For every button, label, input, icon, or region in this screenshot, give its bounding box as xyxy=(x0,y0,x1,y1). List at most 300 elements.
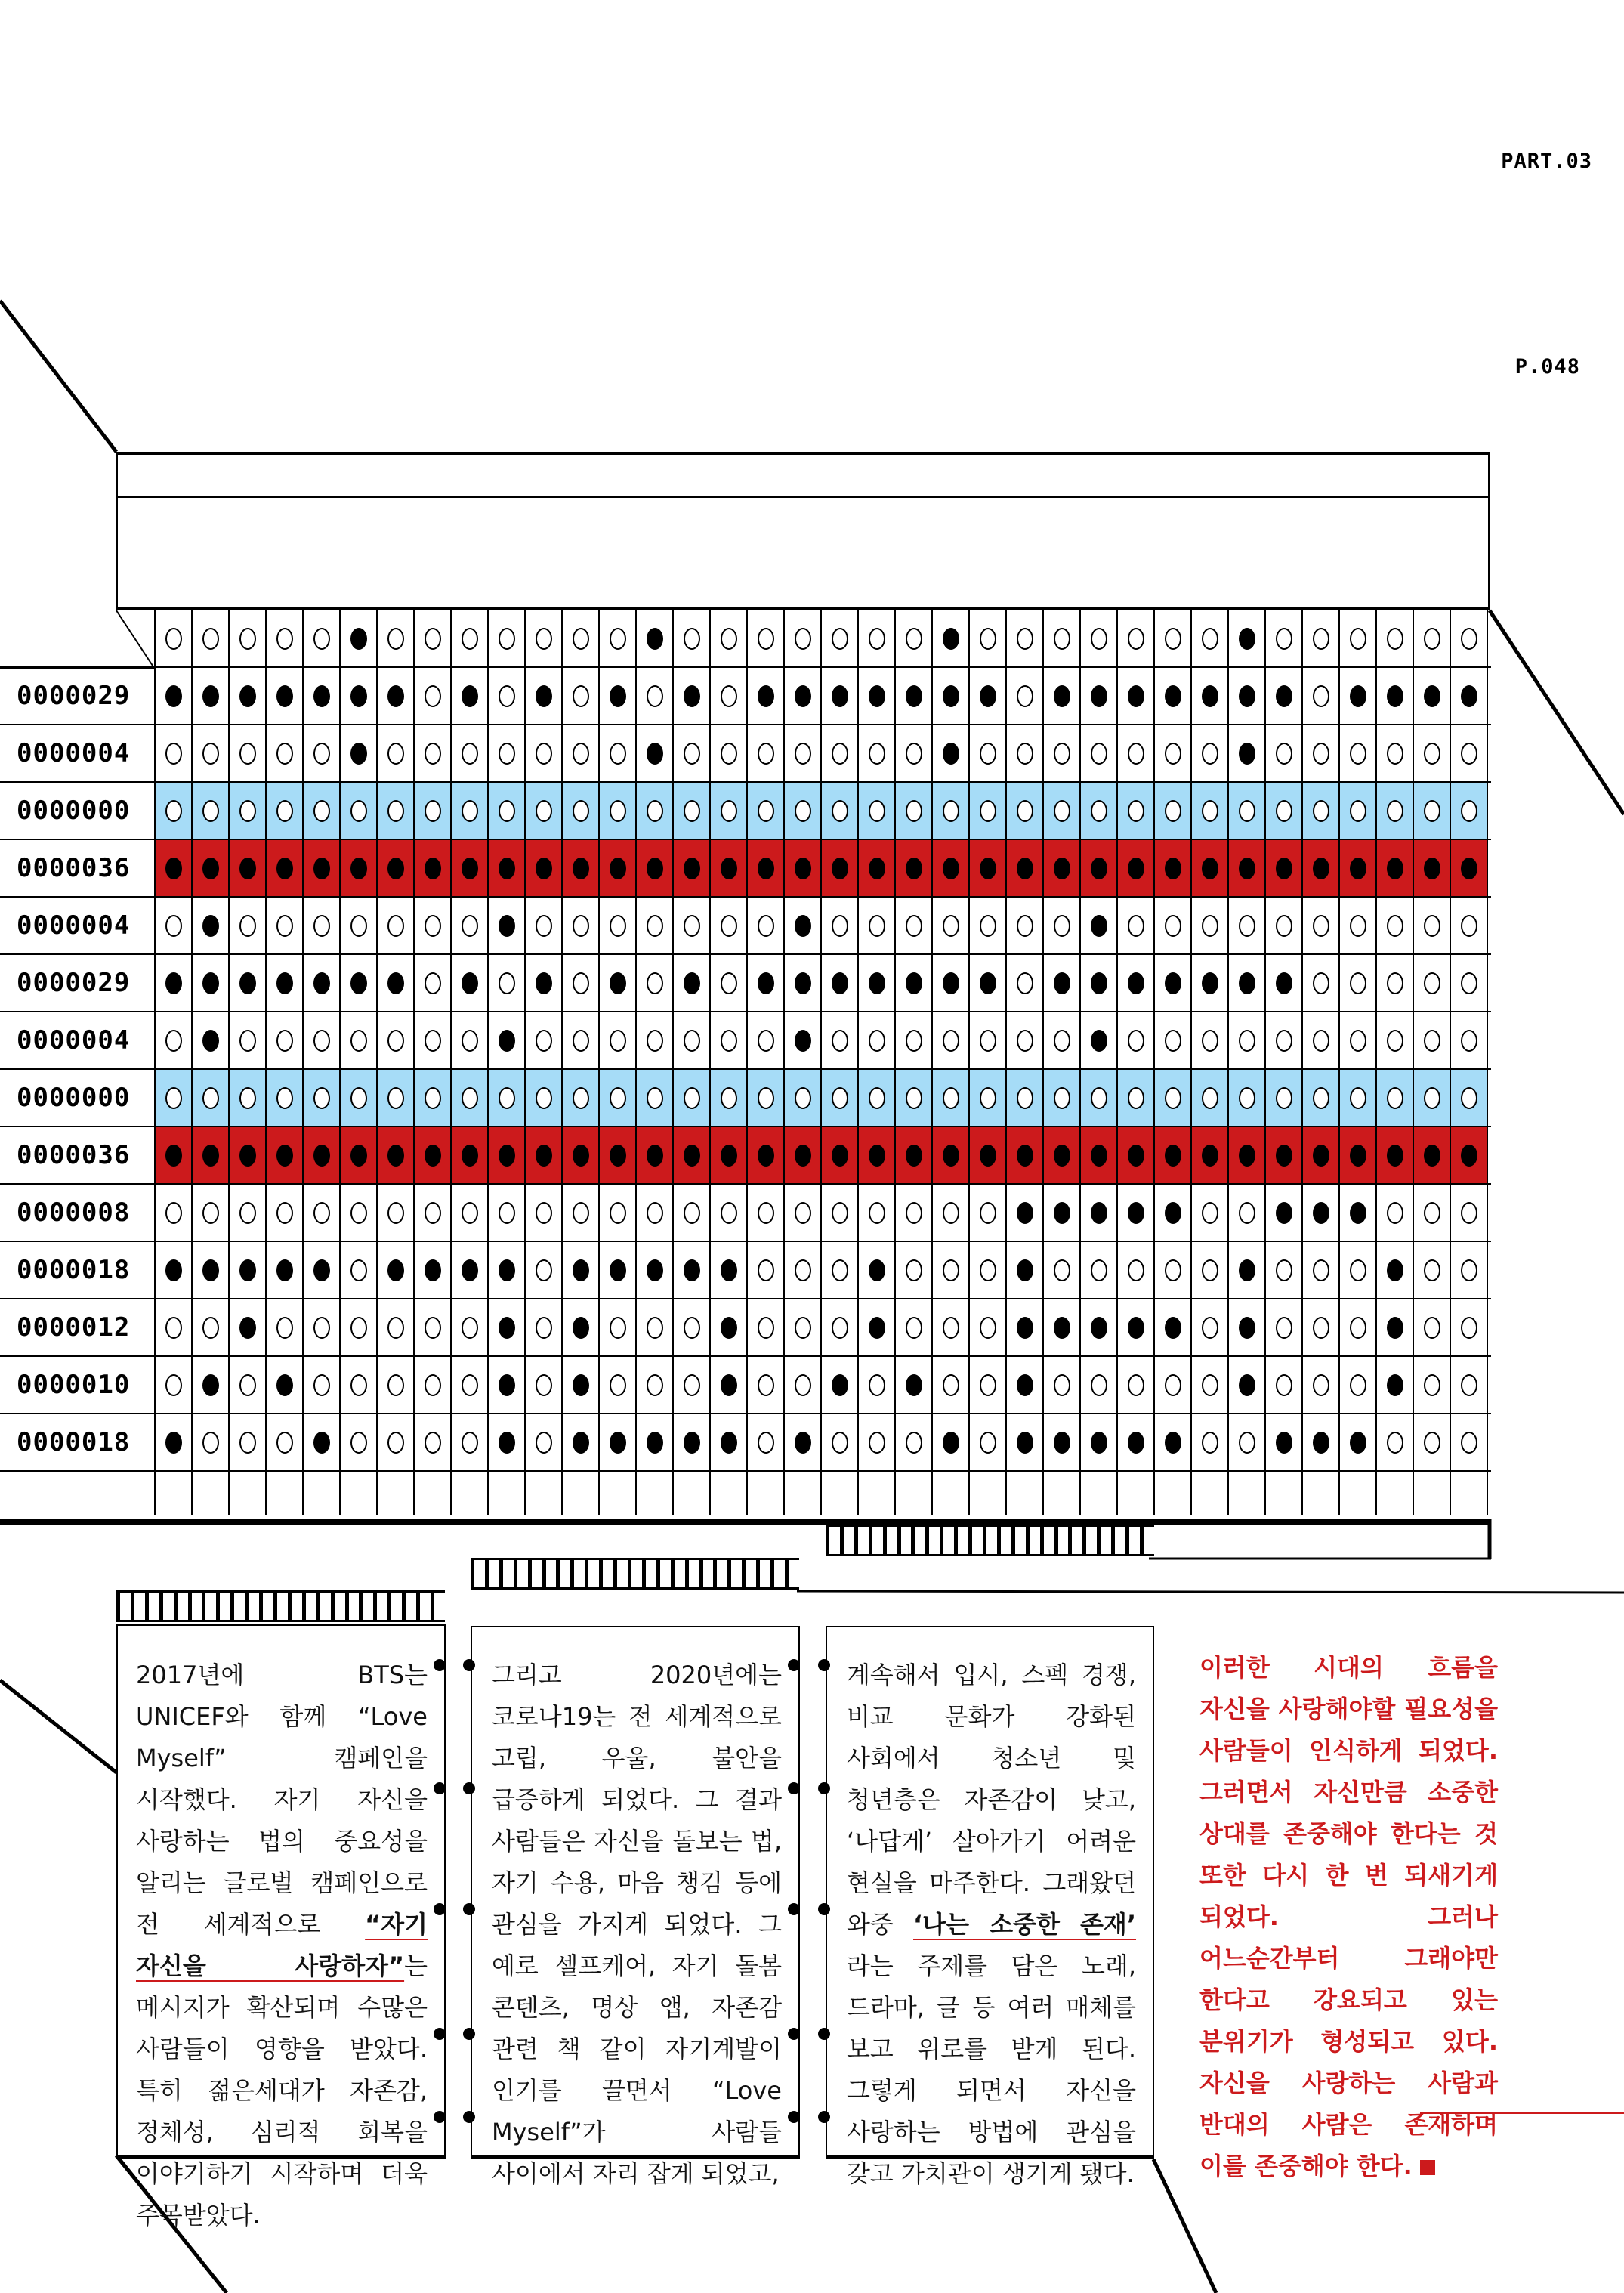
filled-dot-icon xyxy=(1350,1202,1366,1224)
empty-dot-icon xyxy=(202,743,219,765)
filled-dot-icon xyxy=(721,1145,737,1167)
filled-dot-icon xyxy=(1313,858,1329,879)
stripe-bar xyxy=(699,1560,709,1587)
grid-cell xyxy=(1303,1472,1340,1515)
grid-cell xyxy=(933,1472,970,1515)
grid-cell xyxy=(378,1127,415,1183)
connector-dot-icon xyxy=(818,1782,830,1794)
empty-dot-icon xyxy=(906,915,922,937)
row-count-label: 0000004 xyxy=(17,738,131,768)
filled-dot-icon xyxy=(832,1145,848,1167)
grid-cell xyxy=(859,1414,896,1470)
grid-cell xyxy=(1044,1012,1081,1068)
grid-cell xyxy=(933,840,970,896)
empty-dot-icon xyxy=(906,800,922,822)
grid-cell xyxy=(1340,783,1377,839)
filled-dot-icon xyxy=(1313,1202,1329,1224)
grid-cell xyxy=(193,1299,230,1355)
grid-cell xyxy=(748,725,785,781)
filled-dot-icon xyxy=(239,858,256,879)
grid-cell xyxy=(563,955,600,1011)
grid-cell xyxy=(674,1127,711,1183)
grid-cell xyxy=(1192,1472,1229,1515)
empty-dot-icon xyxy=(869,1087,885,1109)
empty-dot-icon xyxy=(869,743,885,765)
filled-dot-icon xyxy=(721,1432,737,1454)
grid-cell xyxy=(452,668,489,724)
filled-dot-icon xyxy=(1091,1030,1107,1052)
filled-dot-icon xyxy=(387,1259,404,1281)
grid-cell xyxy=(304,668,341,724)
grid-cell xyxy=(452,1185,489,1241)
grid-cell xyxy=(822,1242,859,1298)
stripe-bar xyxy=(174,1593,184,1620)
grid-cell xyxy=(637,840,674,896)
stripe-bar xyxy=(983,1527,993,1554)
filled-dot-icon xyxy=(684,1432,700,1454)
stripe-bar xyxy=(273,1593,283,1620)
grid-cell xyxy=(785,668,822,724)
empty-dot-icon xyxy=(684,1374,700,1396)
filled-dot-icon xyxy=(313,1432,330,1454)
grid-cell xyxy=(1340,668,1377,724)
connector-dot-icon xyxy=(818,1659,830,1671)
grid-cell xyxy=(1118,610,1155,666)
grid-cell xyxy=(970,725,1007,781)
filled-dot-icon xyxy=(758,858,774,879)
empty-dot-icon xyxy=(869,915,885,937)
grid-cell xyxy=(1044,1414,1081,1470)
filled-dot-icon xyxy=(1017,1259,1033,1281)
empty-dot-icon xyxy=(758,800,774,822)
filled-dot-icon xyxy=(387,858,404,879)
grid-cell xyxy=(415,1012,452,1068)
empty-dot-icon xyxy=(610,1202,626,1224)
empty-dot-icon xyxy=(1239,915,1255,937)
page-number: P.048 xyxy=(1514,355,1580,379)
grid-cell xyxy=(267,1070,304,1126)
filled-dot-icon xyxy=(350,858,367,879)
empty-dot-icon xyxy=(239,800,256,822)
grid-cell xyxy=(193,1012,230,1068)
grid-cell xyxy=(489,1185,526,1241)
empty-dot-icon xyxy=(721,800,737,822)
grid-cell xyxy=(785,1299,822,1355)
empty-dot-icon xyxy=(1350,1317,1366,1339)
grid-cell xyxy=(1007,668,1044,724)
empty-dot-icon xyxy=(313,800,330,822)
grid-row xyxy=(0,1012,1491,1070)
empty-dot-icon xyxy=(684,1202,700,1224)
grid-cell xyxy=(1414,1299,1451,1355)
grid-row xyxy=(0,783,1491,840)
row-cells xyxy=(154,1185,1488,1241)
grid-cell xyxy=(1044,668,1081,724)
empty-dot-icon xyxy=(1313,1259,1329,1281)
stripe-bar xyxy=(727,1560,737,1587)
grid-cell xyxy=(193,725,230,781)
stripe-bar xyxy=(1054,1527,1064,1554)
empty-dot-icon xyxy=(1202,628,1218,650)
empty-dot-icon xyxy=(202,628,219,650)
filled-dot-icon xyxy=(573,1317,589,1339)
text: 계속해서 입시, 스펙 경쟁, 비교 문화가 강화된 사회에서 청소년 및 청년층은 자존감이 낮고, ‘나답게’ 살아가기 어려운 현실을 마주한다. 그래왔던 와중 xyxy=(847,1661,1136,1939)
grid-cell xyxy=(341,1299,378,1355)
empty-dot-icon xyxy=(276,1030,293,1052)
grid-cell xyxy=(1303,1185,1340,1241)
empty-dot-icon xyxy=(1387,972,1403,994)
row-cells xyxy=(154,610,1488,666)
grid-cell xyxy=(674,1357,711,1413)
empty-dot-icon xyxy=(1202,915,1218,937)
grid-cell xyxy=(267,783,304,839)
grid-cell xyxy=(230,783,267,839)
filled-dot-icon xyxy=(832,685,848,707)
filled-dot-icon xyxy=(758,1145,774,1167)
stripe-bar xyxy=(259,1593,269,1620)
grid-cell xyxy=(1340,955,1377,1011)
filled-dot-icon xyxy=(1091,1145,1107,1167)
grid-cell xyxy=(193,1357,230,1413)
grid-cell xyxy=(1007,1299,1044,1355)
grid-cell xyxy=(600,1070,637,1126)
empty-dot-icon xyxy=(906,1432,922,1454)
grid-cell xyxy=(1451,1127,1488,1183)
grid-cell xyxy=(526,610,563,666)
empty-dot-icon xyxy=(1424,1374,1440,1396)
grid-cell xyxy=(563,725,600,781)
filled-dot-icon xyxy=(573,858,589,879)
empty-dot-icon xyxy=(869,1432,885,1454)
empty-dot-icon xyxy=(313,1317,330,1339)
grid-cell xyxy=(156,1299,193,1355)
filled-dot-icon xyxy=(1239,1259,1255,1281)
empty-dot-icon xyxy=(462,1087,478,1109)
filled-dot-icon xyxy=(1239,1145,1255,1167)
grid-cell xyxy=(822,1414,859,1470)
grid-cell xyxy=(1081,1414,1118,1470)
grid-cell xyxy=(378,783,415,839)
grid-cell xyxy=(896,1299,933,1355)
grid-cell xyxy=(970,898,1007,953)
empty-dot-icon xyxy=(1313,972,1329,994)
grid-cell xyxy=(193,1472,230,1515)
empty-dot-icon xyxy=(425,743,441,765)
grid-cell xyxy=(859,840,896,896)
filled-dot-icon xyxy=(313,1145,330,1167)
grid-cell xyxy=(415,668,452,724)
grid-cell xyxy=(489,1242,526,1298)
paragraph-3 xyxy=(847,1655,1136,2195)
filled-dot-icon xyxy=(239,972,256,994)
grid-cell xyxy=(859,1472,896,1515)
grid-row xyxy=(0,1242,1491,1299)
empty-dot-icon xyxy=(980,1317,996,1339)
empty-dot-icon xyxy=(684,743,700,765)
filled-dot-icon xyxy=(795,972,811,994)
empty-dot-icon xyxy=(1202,1030,1218,1052)
empty-dot-icon xyxy=(387,743,404,765)
empty-dot-icon xyxy=(1350,800,1366,822)
filled-dot-icon xyxy=(721,1259,737,1281)
empty-dot-icon xyxy=(425,1432,441,1454)
grid-cell xyxy=(267,1414,304,1470)
grid-cell xyxy=(970,668,1007,724)
filled-dot-icon xyxy=(610,1432,626,1454)
row-count-label: 0000012 xyxy=(17,1312,131,1343)
empty-dot-icon xyxy=(276,1432,293,1454)
stripe-bar xyxy=(159,1593,169,1620)
empty-dot-icon xyxy=(1424,800,1440,822)
stripe-bar xyxy=(1011,1527,1021,1554)
filled-dot-icon xyxy=(425,1145,441,1167)
grid-cell xyxy=(1266,668,1303,724)
grid-cell xyxy=(1229,1242,1266,1298)
grid-cell xyxy=(341,783,378,839)
grid-cell xyxy=(267,1357,304,1413)
empty-dot-icon xyxy=(499,628,515,650)
empty-dot-icon xyxy=(1239,1432,1255,1454)
filled-dot-icon xyxy=(1128,1432,1144,1454)
grid-cell xyxy=(1044,840,1081,896)
empty-dot-icon xyxy=(832,1087,848,1109)
grid-row xyxy=(0,1299,1491,1357)
grid-cell xyxy=(304,610,341,666)
grid-cell xyxy=(1451,955,1488,1011)
row-count-label: 0000036 xyxy=(17,853,131,883)
empty-dot-icon xyxy=(536,915,552,937)
grid-cell xyxy=(970,1357,1007,1413)
filled-dot-icon xyxy=(795,858,811,879)
grid-cell xyxy=(1451,1299,1488,1355)
empty-dot-icon xyxy=(499,743,515,765)
grid-cell xyxy=(230,668,267,724)
grid-cell xyxy=(1081,1472,1118,1515)
empty-dot-icon xyxy=(462,915,478,937)
filled-dot-icon xyxy=(943,1145,959,1167)
grid-cell xyxy=(563,840,600,896)
grid-cell xyxy=(1266,1012,1303,1068)
empty-dot-icon xyxy=(350,1317,367,1339)
filled-dot-icon xyxy=(684,972,700,994)
grid-row xyxy=(0,1472,1491,1515)
empty-dot-icon xyxy=(573,685,589,707)
filled-dot-icon xyxy=(387,685,404,707)
grid-cell xyxy=(452,1127,489,1183)
grid-cell xyxy=(711,1414,748,1470)
filled-dot-icon xyxy=(499,1374,515,1396)
text: 는 메시지가 확산되며 수많은 사람들이 영향을 받았다. 특히 젊은세대가 자존감, 정체성, 심리적 회복을 이야기하기 시작하며 더욱 주목받았다. xyxy=(136,1952,428,2230)
empty-dot-icon xyxy=(1461,915,1477,937)
filled-dot-icon xyxy=(1424,1145,1440,1167)
stripe-bar xyxy=(840,1527,850,1554)
grid-cell xyxy=(304,1242,341,1298)
empty-dot-icon xyxy=(832,628,848,650)
grid-cell xyxy=(526,1414,563,1470)
grid-cell xyxy=(1414,1070,1451,1126)
filled-dot-icon xyxy=(1091,858,1107,879)
stripe-bar xyxy=(302,1593,312,1620)
grid-cell xyxy=(1007,725,1044,781)
filled-dot-icon xyxy=(1054,1432,1070,1454)
empty-dot-icon xyxy=(1202,1202,1218,1224)
grid-cell xyxy=(600,1127,637,1183)
grid-cell xyxy=(896,1472,933,1515)
grid-cell xyxy=(415,840,452,896)
grid-cell xyxy=(748,668,785,724)
grid-cell xyxy=(637,610,674,666)
empty-dot-icon xyxy=(647,685,663,707)
empty-dot-icon xyxy=(573,743,589,765)
grid-cell xyxy=(748,1127,785,1183)
grid-cell xyxy=(674,725,711,781)
grid-cell xyxy=(489,1472,526,1515)
empty-dot-icon xyxy=(276,1202,293,1224)
empty-dot-icon xyxy=(462,628,478,650)
row-count-label: 0000004 xyxy=(17,910,131,941)
grid-cell xyxy=(1007,1185,1044,1241)
grid-cell xyxy=(230,898,267,953)
empty-dot-icon xyxy=(647,1374,663,1396)
grid-cell xyxy=(1155,955,1192,1011)
filled-dot-icon xyxy=(1387,1374,1403,1396)
grid-cell xyxy=(785,955,822,1011)
empty-dot-icon xyxy=(869,628,885,650)
grid-cell xyxy=(1118,1127,1155,1183)
grid-cell xyxy=(970,955,1007,1011)
grid-cell xyxy=(1192,783,1229,839)
filled-dot-icon xyxy=(906,685,922,707)
grid-cell xyxy=(230,725,267,781)
grid-cell xyxy=(452,1012,489,1068)
grid-cell xyxy=(267,725,304,781)
grid-cell xyxy=(304,1012,341,1068)
grid-cell xyxy=(452,725,489,781)
filled-dot-icon xyxy=(313,1259,330,1281)
empty-dot-icon xyxy=(610,1087,626,1109)
grid-cell xyxy=(193,1127,230,1183)
grid-cell xyxy=(859,610,896,666)
grid-cell xyxy=(637,783,674,839)
grid-cell xyxy=(1340,610,1377,666)
connector-dot-icon xyxy=(788,1659,800,1671)
grid-cell xyxy=(378,1299,415,1355)
filled-dot-icon xyxy=(1239,858,1255,879)
empty-dot-icon xyxy=(721,685,737,707)
stripe-bar xyxy=(528,1560,538,1587)
text-column-2 xyxy=(471,1626,800,2188)
grid-cell xyxy=(711,1012,748,1068)
grid-cell xyxy=(933,1242,970,1298)
grid-cell xyxy=(822,783,859,839)
grid-row xyxy=(0,725,1491,783)
empty-dot-icon xyxy=(1350,1259,1366,1281)
empty-dot-icon xyxy=(276,743,293,765)
grid-cell xyxy=(933,1127,970,1183)
empty-dot-icon xyxy=(1054,1030,1070,1052)
empty-dot-icon xyxy=(387,1202,404,1224)
empty-dot-icon xyxy=(425,915,441,937)
grid-cell xyxy=(452,840,489,896)
row-cells xyxy=(154,955,1488,1011)
grid-cell xyxy=(1118,1414,1155,1470)
stripe-bar xyxy=(1082,1527,1092,1554)
empty-dot-icon xyxy=(1350,628,1366,650)
grid-cell xyxy=(600,1414,637,1470)
grid-cell xyxy=(1007,610,1044,666)
filled-dot-icon xyxy=(499,1317,515,1339)
empty-dot-icon xyxy=(1165,1374,1181,1396)
grid-cell xyxy=(1266,1357,1303,1413)
grid-cell xyxy=(267,1012,304,1068)
filled-dot-icon xyxy=(1461,858,1477,879)
grid-cell xyxy=(822,1127,859,1183)
empty-dot-icon xyxy=(906,1087,922,1109)
filled-dot-icon xyxy=(1350,1145,1366,1167)
filled-dot-icon xyxy=(647,1145,663,1167)
grid-cell xyxy=(1266,1185,1303,1241)
grid-cell xyxy=(1044,955,1081,1011)
empty-dot-icon xyxy=(795,1259,811,1281)
grid-cell xyxy=(526,840,563,896)
empty-dot-icon xyxy=(1165,800,1181,822)
grid-cell xyxy=(452,1414,489,1470)
empty-dot-icon xyxy=(758,915,774,937)
filled-dot-icon xyxy=(795,1432,811,1454)
grid-cell xyxy=(156,1127,193,1183)
grid-cell xyxy=(822,840,859,896)
empty-dot-icon xyxy=(165,1202,182,1224)
filled-dot-icon xyxy=(499,915,515,937)
grid-cell xyxy=(1229,1472,1266,1515)
grid-cell xyxy=(1303,1012,1340,1068)
empty-dot-icon xyxy=(795,1374,811,1396)
empty-dot-icon xyxy=(425,800,441,822)
grid-cell xyxy=(933,1414,970,1470)
grid-cell xyxy=(859,1242,896,1298)
grid-cell xyxy=(896,610,933,666)
stripe-bar xyxy=(742,1560,752,1587)
empty-dot-icon xyxy=(721,1030,737,1052)
grid-cell xyxy=(1414,1242,1451,1298)
empty-dot-icon xyxy=(1461,1202,1477,1224)
filled-dot-icon xyxy=(943,685,959,707)
stripe-tab-middle xyxy=(471,1558,799,1590)
grid-cell xyxy=(1007,1012,1044,1068)
grid-cell xyxy=(341,668,378,724)
empty-dot-icon xyxy=(1387,800,1403,822)
filled-dot-icon xyxy=(1017,1145,1033,1167)
grid-cell xyxy=(1155,610,1192,666)
filled-dot-icon xyxy=(276,858,293,879)
filled-dot-icon xyxy=(350,1145,367,1167)
empty-dot-icon xyxy=(536,1087,552,1109)
filled-dot-icon xyxy=(1128,1145,1144,1167)
grid-cell xyxy=(415,1185,452,1241)
grid-cell xyxy=(933,783,970,839)
grid-cell xyxy=(156,1012,193,1068)
grid-cell xyxy=(563,1242,600,1298)
grid-cell xyxy=(1377,725,1414,781)
grid-cell xyxy=(1155,725,1192,781)
filled-dot-icon xyxy=(165,972,182,994)
grid-cell xyxy=(1303,898,1340,953)
grid-cell xyxy=(304,840,341,896)
empty-dot-icon xyxy=(758,743,774,765)
grid-cell xyxy=(674,1299,711,1355)
connector-dot-icon xyxy=(463,2028,475,2040)
grid-cell xyxy=(1118,1242,1155,1298)
